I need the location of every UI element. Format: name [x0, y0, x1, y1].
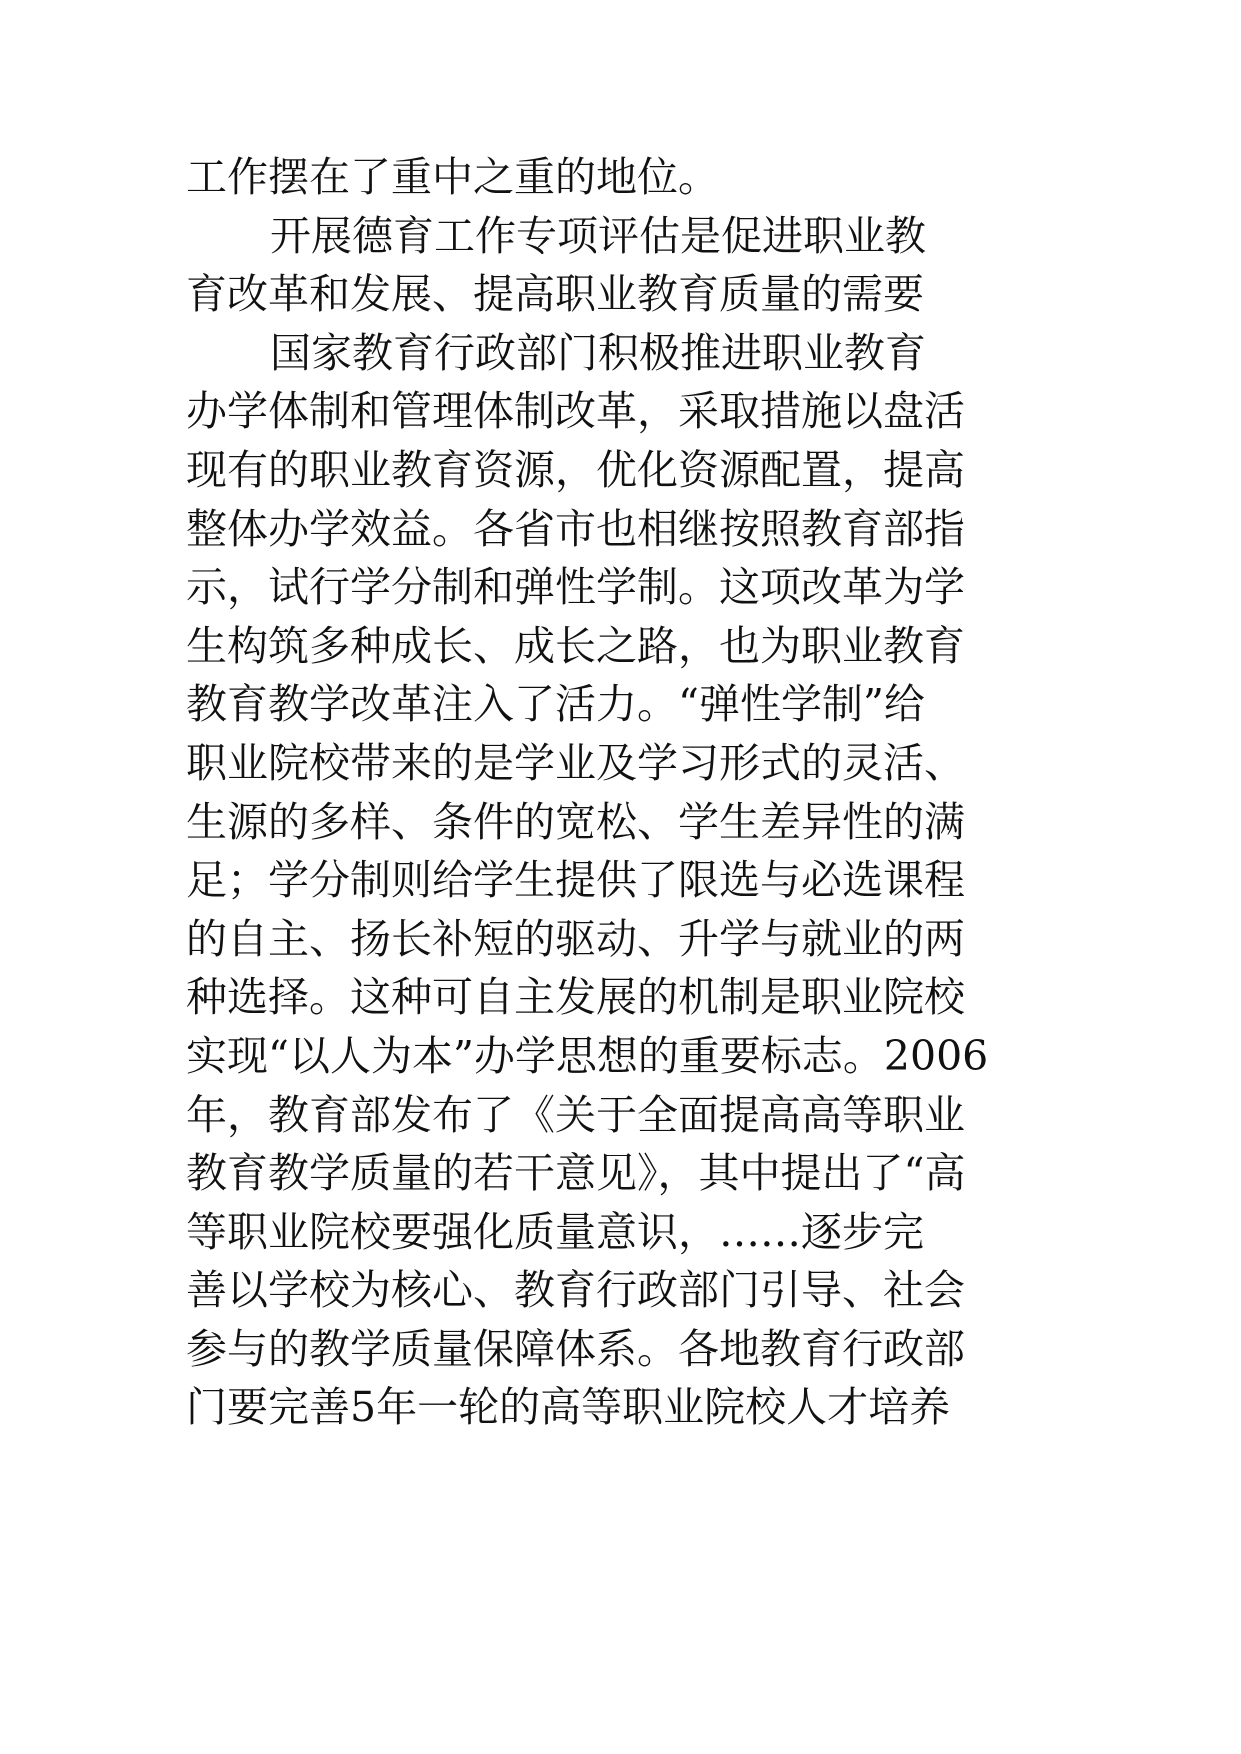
text-line: 的自主、扬长补短的驱动、升学与就业的两 — [186, 914, 965, 963]
text-line: 教育教学改革注入了活力。“弹性学制”给 — [186, 680, 925, 729]
text-line: 实现“以人为本”办学思想的重要标志。2006 — [186, 1031, 989, 1080]
text-line: 国家教育行政部门积极推进职业教育 — [270, 328, 926, 377]
text-line: 工作摆在了重中之重的地位。 — [186, 153, 719, 201]
heading-line: 育改革和发展、提高职业教育质量的需要 — [186, 270, 924, 319]
text-line: 生构筑多种成长、成长之路，也为职业教育 — [186, 621, 965, 670]
text-line: 善以学校为核心、教育行政部门引导、社会 — [186, 1266, 965, 1315]
text-line: 年，教育部发布了《关于全面提高高等职业 — [186, 1090, 965, 1139]
text-line: 生源的多样、条件的宽松、学生差异性的满 — [186, 797, 965, 846]
body-text — [186, 148, 1066, 1437]
text-line: 现有的职业教育资源，优化资源配置，提高 — [186, 445, 965, 494]
text-line: 办学体制和管理体制改革，采取措施以盘活 — [186, 387, 965, 436]
text-line: 种选择。这种可自主发展的机制是职业院校 — [186, 973, 965, 1022]
text-line: 教育教学质量的若干意见》，其中提出了“高 — [186, 1149, 966, 1198]
heading-line: 开展德育工作专项评估是促进职业教 — [270, 211, 926, 260]
text-line: 整体办学效益。各省市也相继按照教育部指 — [186, 504, 965, 553]
text-line: 足；学分制则给学生提供了限选与必选课程 — [186, 856, 965, 905]
text-line: 职业院校带来的是学业及学习形式的灵活、 — [186, 738, 965, 787]
text-line: 参与的教学质量保障体系。各地教育行政部 — [186, 1324, 965, 1373]
text-line: 示，试行学分制和弹性学制。这项改革为学 — [186, 563, 965, 612]
text-line: 门要完善5年一轮的高等职业院校人才培养 — [186, 1383, 951, 1432]
text-line: 等职业院校要强化质量意识，……逐步完 — [186, 1207, 924, 1256]
